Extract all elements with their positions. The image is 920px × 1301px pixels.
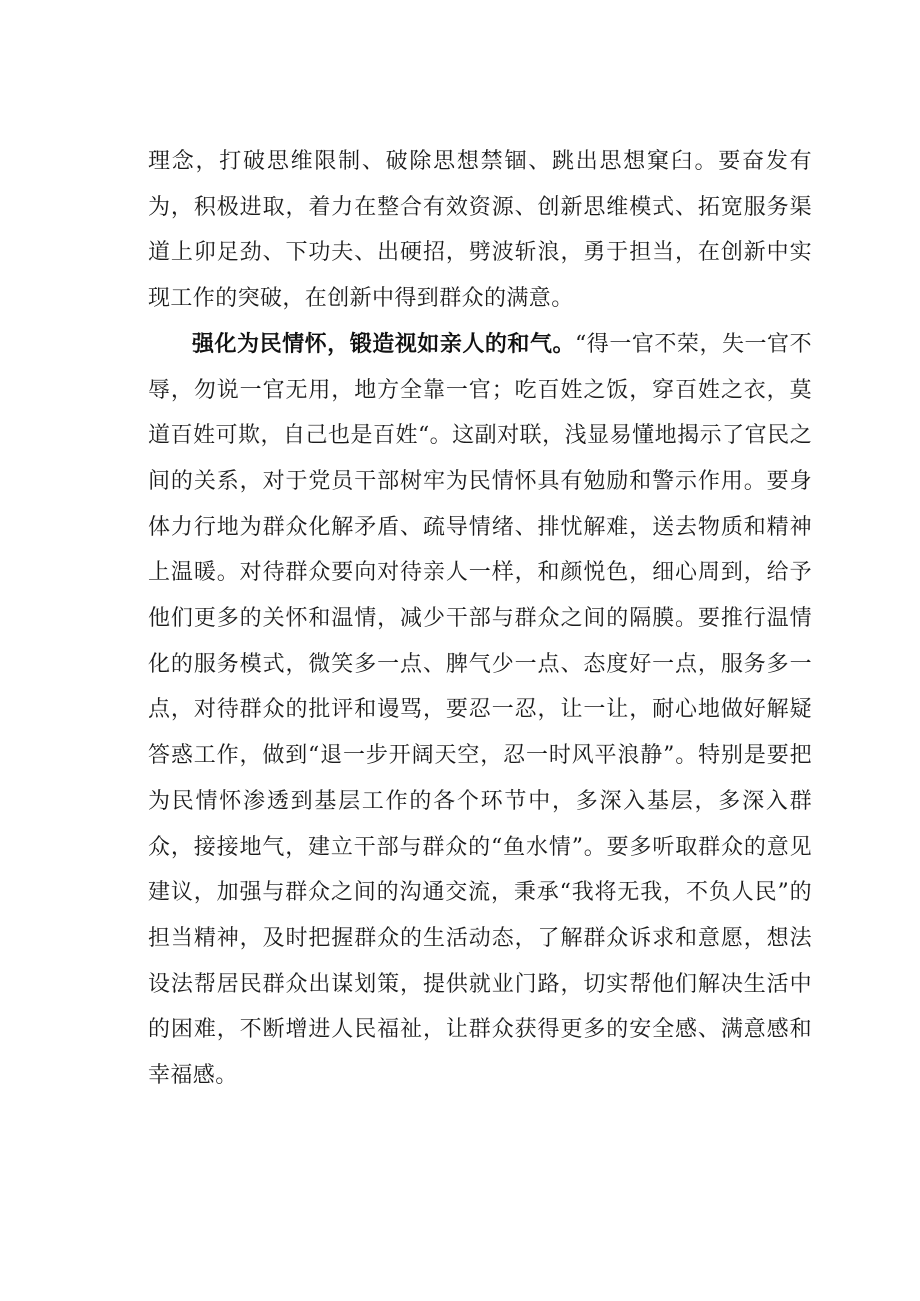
paragraph-text: “得一官不荣，失一官不辱，勿说一官无用，地方全靠一官；吃百姓之饭，穿百姓之衣，莫道百姓可欺，自己也是百姓“。这副对联，浅显易懂地揭示了官民之间的关系，对于党员干部树牢为民情怀具有勉励和警示作用。要身体力行地为群众化解矛盾、疏导情绪、排忧解难，送去物质和精神上温暖。对待群众要向对待亲人一样，和颜悦色，细心周到，给予他们更多的关怀和温情，减少干部与群众之间的隔膜。要推行温情化的服务模式，微笑多一点、脾气少一点、态度好一点，服务多一点，对待群众的批评和谩骂，要忍一忍，让一让，耐心地做好解疑答惑工作，做到“退一步开阔天空，忍一时风平浪静”。特别是要把为民情怀渗透到基层工作的各个环节中，多深入基层，多深入群众，接接地气，建立干部与群众的“鱼水情”。要多听取群众的意见建议，加强与群众之间的沟通交流，秉承“我将无我，不负人民”的担当精神，及时把握群众的生活动态，了解群众诉求和意愿，想法设法帮居民群众出谋划策，提供就业门路，切实帮他们解决生活中的困难，不断增进人民福祉，让群众获得更多的安全感、满意感和幸福感。 <box>148 331 812 1089</box>
paragraph-for-the-people <box>148 322 812 1099</box>
document-body <box>148 139 812 1099</box>
paragraph-heading: 强化为民情怀，锻造视如亲人的和气。 <box>192 330 576 357</box>
paragraph-continuation <box>148 139 812 322</box>
paragraph-text: 理念，打破思维限制、破除思想禁锢、跳出思想窠臼。要奋发有为，积极进取，着力在整合有效资源、创新思维模式、拓宽服务渠道上卯足劲、下功夫、出硬招，劈波斩浪，勇于担当，在创新中实现工作的突破，在创新中得到群众的满意。 <box>148 149 812 312</box>
